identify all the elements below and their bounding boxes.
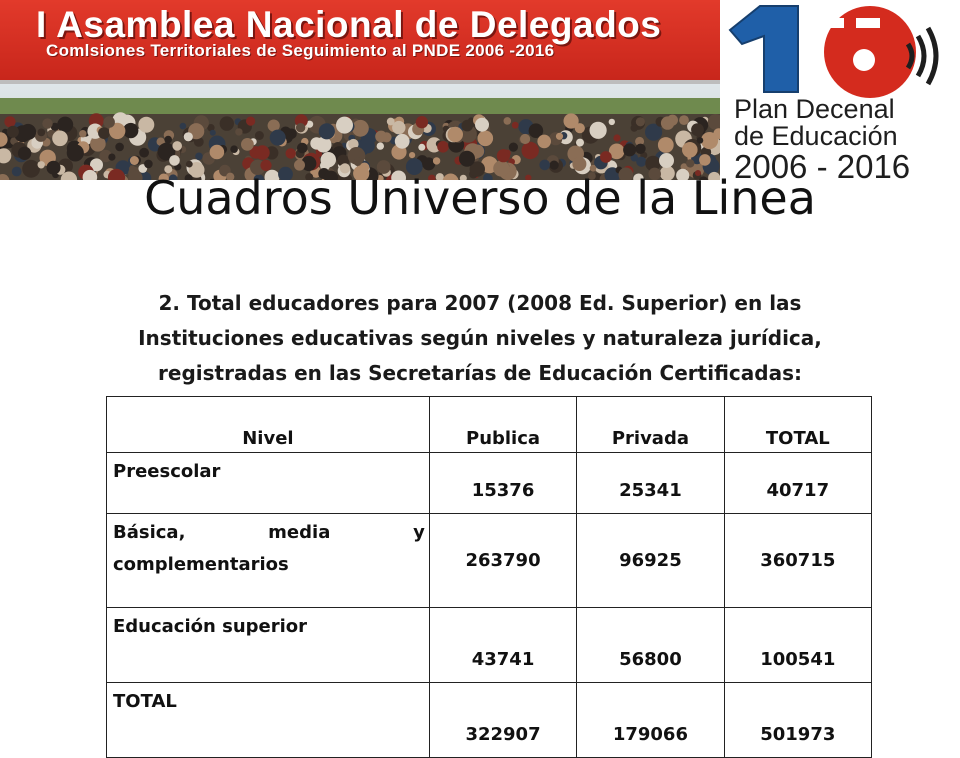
header-total: TOTAL xyxy=(724,397,871,453)
cell-privada: 96925 xyxy=(577,514,724,608)
table-row xyxy=(107,683,872,758)
banner-subtitle: Comlsiones Territoriales de Seguimiento al PNDE 2006 -2016 xyxy=(46,41,555,60)
cell-total: 501973 xyxy=(724,683,871,758)
cell-nivel: TOTAL xyxy=(107,683,430,758)
cell-publica: 263790 xyxy=(429,514,576,608)
table-header-row xyxy=(107,397,872,453)
cell-total: 100541 xyxy=(724,608,871,683)
header-nivel: Nivel xyxy=(107,397,430,453)
cell-nivel: Básica, media y complementarios xyxy=(107,514,430,608)
cell-nivel: Educación superior xyxy=(107,608,430,683)
cell-privada: 56800 xyxy=(577,608,724,683)
cell-total: 40717 xyxy=(724,453,871,514)
header-privada: Privada xyxy=(577,397,724,453)
cell-publica: 322907 xyxy=(429,683,576,758)
crowd-photo xyxy=(0,84,720,180)
cell-publica: 15376 xyxy=(429,453,576,514)
banner-red-band xyxy=(0,0,720,80)
header-banner xyxy=(0,0,960,185)
logo-10-icon xyxy=(720,0,960,100)
educators-table xyxy=(106,396,872,758)
cell-privada: 179066 xyxy=(577,683,724,758)
logo-line-years: 2006 - 2016 xyxy=(734,148,911,185)
table-row xyxy=(107,608,872,683)
table-row xyxy=(107,514,872,608)
logo-line-plan: Plan Decenal xyxy=(734,94,895,124)
cell-privada: 25341 xyxy=(577,453,724,514)
table-caption: 2. Total educadores para 2007 (2008 Ed. Superior) en las Instituciones educativas según niveles y naturaleza jurídica, registradas en las Secretarías de Educación Certificadas: xyxy=(138,291,822,385)
plan-decenal-logo xyxy=(720,0,960,185)
cell-nivel: Preescolar xyxy=(107,453,430,514)
slide-title: Cuadros Universo de la Linea xyxy=(144,171,816,225)
header-publica: Publica xyxy=(429,397,576,453)
logo-line-educacion: de Educación xyxy=(734,121,898,151)
table-row xyxy=(107,453,872,514)
cell-publica: 43741 xyxy=(429,608,576,683)
cell-total: 360715 xyxy=(724,514,871,608)
banner-title: I Asamblea Nacional de Delegados xyxy=(36,4,662,45)
